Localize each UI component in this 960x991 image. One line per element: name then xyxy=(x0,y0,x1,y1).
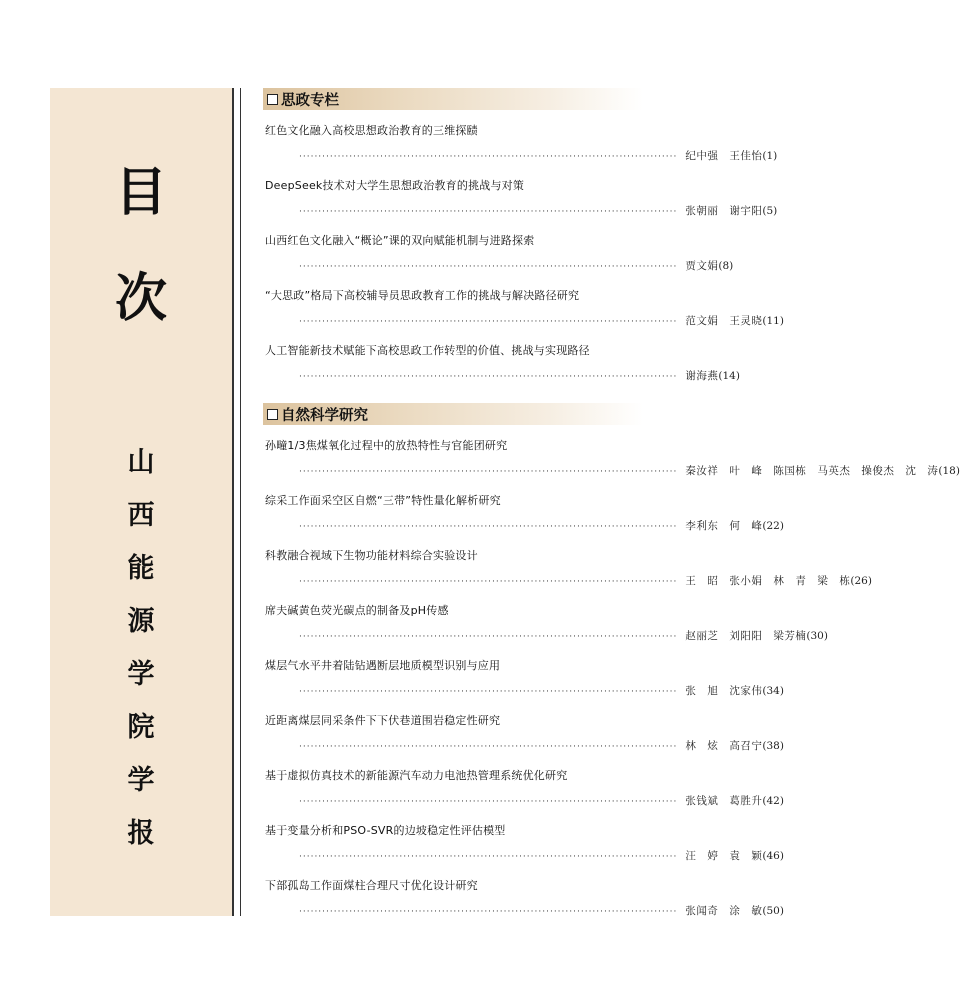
article-title[interactable]: 煤层气水平井着陆钻遇断层地质模型识别与应用 xyxy=(265,659,501,672)
article-title[interactable]: 基于虚拟仿真技术的新能源汽车动力电池热管理系统优化研究 xyxy=(265,769,568,782)
toc-heading-char-1: 目 xyxy=(114,162,167,223)
article-page: (18) xyxy=(938,465,960,477)
article-authors: 王 昭 张小娟 林 青 梁 栋 xyxy=(685,575,851,587)
article-page: (22) xyxy=(762,520,784,532)
article-title[interactable]: 山西红色文化融入“概论”课的双向赋能机制与进路探索 xyxy=(265,234,535,247)
toc-entry[interactable] xyxy=(263,704,784,759)
article-meta xyxy=(299,573,872,588)
section-label: 思政专栏 xyxy=(281,92,339,109)
journal-char: 能 xyxy=(127,553,155,584)
dot-leader: ·································································································· xyxy=(299,577,678,587)
article-page: (46) xyxy=(762,850,784,862)
article-authors: 赵丽芝 刘阳阳 梁芳楠 xyxy=(685,630,807,642)
toc-entry[interactable] xyxy=(263,594,828,649)
article-authors: 纪中强 王佳怡 xyxy=(685,150,763,162)
article-page: (14) xyxy=(718,370,740,382)
dot-leader: ·································································································· xyxy=(299,152,678,162)
article-page: (11) xyxy=(762,315,784,327)
vertical-divider-thick xyxy=(232,88,234,916)
toc-entry[interactable] xyxy=(263,279,784,334)
dot-leader: ·································································································· xyxy=(299,522,678,532)
article-authors: 李利东 何 峰 xyxy=(685,520,763,532)
article-meta xyxy=(299,463,960,478)
dot-leader: ·································································································· xyxy=(299,632,678,642)
article-title[interactable]: 孙疃1/3焦煤氧化过程中的放热特性与官能团研究 xyxy=(265,439,508,452)
article-page: (50) xyxy=(762,905,784,917)
section-header-natural-science xyxy=(263,403,643,425)
article-meta xyxy=(299,848,784,863)
article-title[interactable]: 综采工作面采空区自燃“三带”特性量化解析研究 xyxy=(265,494,501,507)
journal-char: 西 xyxy=(127,500,155,531)
toc-entry[interactable] xyxy=(263,869,784,924)
toc-entry[interactable] xyxy=(263,169,778,224)
article-authors: 谢海燕 xyxy=(685,370,719,382)
toc-entry[interactable] xyxy=(263,429,960,484)
article-title[interactable]: 近距离煤层同采条件下下伏巷道围岩稳定性研究 xyxy=(265,714,501,727)
toc-entry[interactable] xyxy=(263,649,784,704)
journal-char: 学 xyxy=(127,659,155,690)
article-authors: 张钱斌 葛胜升 xyxy=(685,795,763,807)
article-meta xyxy=(299,903,784,918)
dot-leader: ·································································································· xyxy=(299,852,678,862)
toc-entry[interactable] xyxy=(263,759,784,814)
dot-leader: ·································································································· xyxy=(299,207,678,217)
article-authors: 张 旭 沈家伟 xyxy=(685,685,763,697)
vertical-divider-thin xyxy=(240,88,241,916)
journal-char: 院 xyxy=(127,712,155,743)
journal-char: 报 xyxy=(127,818,155,849)
section-header-sizheng xyxy=(263,88,643,110)
checkbox-square-icon xyxy=(267,409,278,420)
article-page: (42) xyxy=(762,795,784,807)
article-authors: 张朝丽 谢宇阳 xyxy=(685,205,763,217)
article-authors: 汪 婷 袁 颖 xyxy=(685,850,763,862)
article-title[interactable]: DeepSeek技术对大学生思想政治教育的挑战与对策 xyxy=(265,179,525,192)
article-title[interactable]: 下部孤岛工作面煤柱合理尺寸优化设计研究 xyxy=(265,879,478,892)
dot-leader: ·································································································· xyxy=(299,907,678,917)
article-authors: 贾文娟 xyxy=(685,260,719,272)
article-page: (8) xyxy=(718,260,734,272)
toc-content xyxy=(263,88,960,924)
toc-entry[interactable] xyxy=(263,334,740,389)
article-meta xyxy=(299,518,784,533)
journal-char: 山 xyxy=(127,447,155,478)
article-meta xyxy=(299,628,828,643)
dot-leader: ·································································································· xyxy=(299,467,678,477)
journal-char: 学 xyxy=(127,765,155,796)
article-authors: 张闻奇 涂 敏 xyxy=(685,905,763,917)
article-title[interactable]: 科教融合视域下生物功能材料综合实验设计 xyxy=(265,549,478,562)
article-meta xyxy=(299,683,784,698)
dot-leader: ·································································································· xyxy=(299,687,678,697)
article-meta xyxy=(299,368,740,383)
article-title[interactable]: 人工智能新技术赋能下高校思政工作转型的价值、挑战与实现路径 xyxy=(265,344,590,357)
article-meta xyxy=(299,313,784,328)
article-meta xyxy=(299,258,734,273)
article-authors: 秦汝祥 叶 峰 陈国栋 马英杰 操俊杰 沈 涛 xyxy=(685,465,939,477)
toc-entry[interactable] xyxy=(263,224,734,279)
article-authors: 林 炫 高召宁 xyxy=(685,740,763,752)
article-title[interactable]: “大思政”格局下高校辅导员思政教育工作的挑战与解决路径研究 xyxy=(265,289,580,302)
article-page: (26) xyxy=(850,575,872,587)
article-title[interactable]: 红色文化融入高校思想政治教育的三维探赜 xyxy=(265,124,478,137)
article-meta xyxy=(299,738,784,753)
dot-leader: ·································································································· xyxy=(299,797,678,807)
toc-entry[interactable] xyxy=(263,484,784,539)
article-meta xyxy=(299,148,778,163)
dot-leader: ·································································································· xyxy=(299,742,678,752)
toc-entry[interactable] xyxy=(263,114,778,169)
article-title[interactable]: 席夫碱黄色荧光碳点的制备及pH传感 xyxy=(265,604,449,617)
article-meta xyxy=(299,793,784,808)
article-page: (30) xyxy=(806,630,828,642)
section-label: 自然科学研究 xyxy=(281,407,368,424)
toc-entry[interactable] xyxy=(263,539,872,594)
article-page: (38) xyxy=(762,740,784,752)
toc-heading-char-2: 次 xyxy=(114,268,167,329)
article-meta xyxy=(299,203,778,218)
dot-leader: ·································································································· xyxy=(299,317,678,327)
journal-name xyxy=(50,436,232,860)
checkbox-square-icon xyxy=(267,94,278,105)
toc-entry[interactable] xyxy=(263,814,784,869)
toc-sidebar xyxy=(50,88,232,916)
article-page: (34) xyxy=(762,685,784,697)
article-title[interactable]: 基于变量分析和PSO-SVR的边坡稳定性评估模型 xyxy=(265,824,506,837)
journal-char: 源 xyxy=(127,606,155,637)
article-page: (1) xyxy=(762,150,778,162)
article-authors: 范文娟 王灵晓 xyxy=(685,315,763,327)
article-page: (5) xyxy=(762,205,778,217)
dot-leader: ·································································································· xyxy=(299,262,678,272)
dot-leader: ·································································································· xyxy=(299,372,678,382)
